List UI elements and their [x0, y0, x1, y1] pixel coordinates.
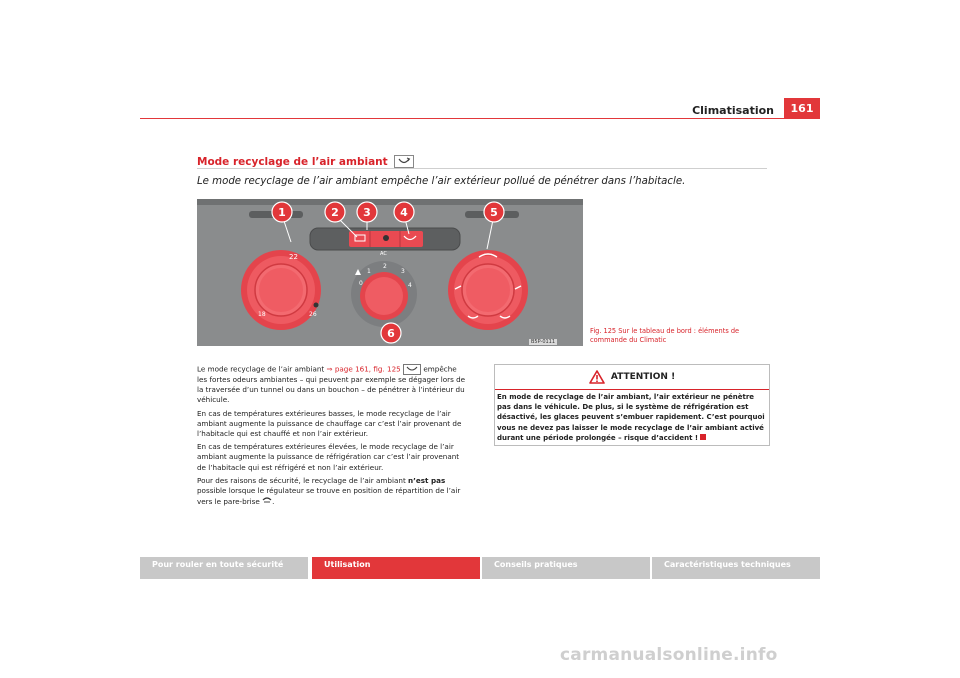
- section-title-text: Mode recyclage de l’air ambiant: [197, 155, 388, 168]
- section-title: [197, 155, 414, 168]
- ac-label: AC: [380, 251, 387, 257]
- fan-level-label: 3: [401, 268, 405, 275]
- svg-text:1: 1: [278, 206, 286, 219]
- recirculation-icon: [403, 364, 421, 375]
- button-led-icon: [383, 235, 389, 241]
- section-subtitle: Le mode recyclage de l’air ambiant empêche l’air extérieur pollué de pénétrer dans l’habitacle.: [197, 176, 686, 187]
- left-dial-label: 26: [309, 311, 317, 318]
- callout-4: [394, 202, 414, 222]
- svg-text:5: 5: [490, 206, 498, 219]
- fan-level-label: 2: [383, 263, 387, 270]
- callout-3: [357, 202, 377, 222]
- chapter-title: Climatisation: [692, 104, 774, 117]
- attention-header: [495, 365, 769, 389]
- attention-box: [494, 364, 770, 446]
- recirculation-icon: [394, 155, 414, 168]
- climatic-control-panel-figure: [197, 199, 583, 346]
- paragraph: Pour des raisons de sécurité, le recyclage de l’air ambiant n’est pas possible lorsque le régulateur se trouve en position de répartition de l’air vers le pare-brise .: [197, 475, 461, 507]
- svg-text:3: 3: [363, 206, 371, 219]
- fan-level-label: 4: [408, 282, 412, 289]
- callout-1: [272, 202, 292, 222]
- left-dial-label: 22: [289, 253, 298, 261]
- tab-operation[interactable]: Utilisation: [312, 557, 480, 579]
- paragraph: Le mode recyclage de l’air ambiant ⇒ page 161, fig. 125 empêche les fortes odeurs ambiantes – qui peuvent par exemple se dégager lors de la traversée d’un tunnel ou dans un bouchon – de pénétrer à l’intérieur du véhicule.: [197, 364, 466, 405]
- fan-speed-dial: [351, 261, 417, 327]
- callout-2: [325, 202, 345, 222]
- svg-text:2: 2: [331, 206, 339, 219]
- tab-technical-specs[interactable]: Caractéristiques techniques: [652, 557, 820, 579]
- attention-title: ATTENTION !: [610, 372, 676, 382]
- tab-safety[interactable]: Pour rouler en toute sécurité: [140, 557, 308, 579]
- callout-5: [484, 202, 504, 222]
- figure-caption: Fig. 125 Sur le tableau de bord : éléments de commande du Climatic: [590, 327, 740, 344]
- header-divider: [140, 118, 820, 119]
- callout-6: [381, 323, 401, 343]
- temperature-dial: [241, 250, 321, 330]
- end-marker-icon: [700, 434, 706, 440]
- warning-triangle-icon: [589, 370, 605, 384]
- section-divider: [197, 168, 767, 169]
- windshield-icon: [262, 497, 272, 506]
- body-text: [197, 364, 469, 510]
- svg-text:6: 6: [387, 327, 395, 340]
- fan-level-label: 1: [367, 268, 371, 275]
- control-panel-illustration: [197, 199, 583, 346]
- fan-level-label: 0: [359, 280, 363, 287]
- left-dial-label: 18: [258, 311, 266, 318]
- paragraph: En cas de températures extérieures élevées, le mode recyclage de l’air ambiant augmente la puissance de réfrigération car c’est l’air provenant de l’habitacle qui est réfrigéré et non l’air extérieur.: [197, 442, 460, 472]
- watermark: carmanualsonline.info: [560, 645, 778, 665]
- page-number: 161: [784, 98, 820, 118]
- figure-link[interactable]: ⇒ page 161, fig. 125: [326, 364, 401, 374]
- svg-text:4: 4: [400, 206, 408, 219]
- figure-code: B5P-0111: [531, 339, 556, 345]
- tab-practical-tips[interactable]: Conseils pratiques: [482, 557, 650, 579]
- air-distribution-dial: [448, 250, 528, 330]
- paragraph: En cas de températures extérieures basses, le mode recyclage de l’air ambiant augmente la puissance de chauffage car c’est l’air provenant de l’habitacle qui est chauffé et non l’air extérieur.: [197, 408, 462, 439]
- attention-divider: [495, 389, 769, 390]
- attention-text: En mode de recyclage de l’air ambiant, l’air extérieur ne pénètre pas dans le véhicule. De plus, si le système de réfrigération est désactivé, les glaces peuvent s’embuer rapidement. C’est pourquoi vous ne devez pas laisser le mode recyclage de l’air ambiant activé durant une période prolongée – risque d’accident !: [497, 393, 765, 442]
